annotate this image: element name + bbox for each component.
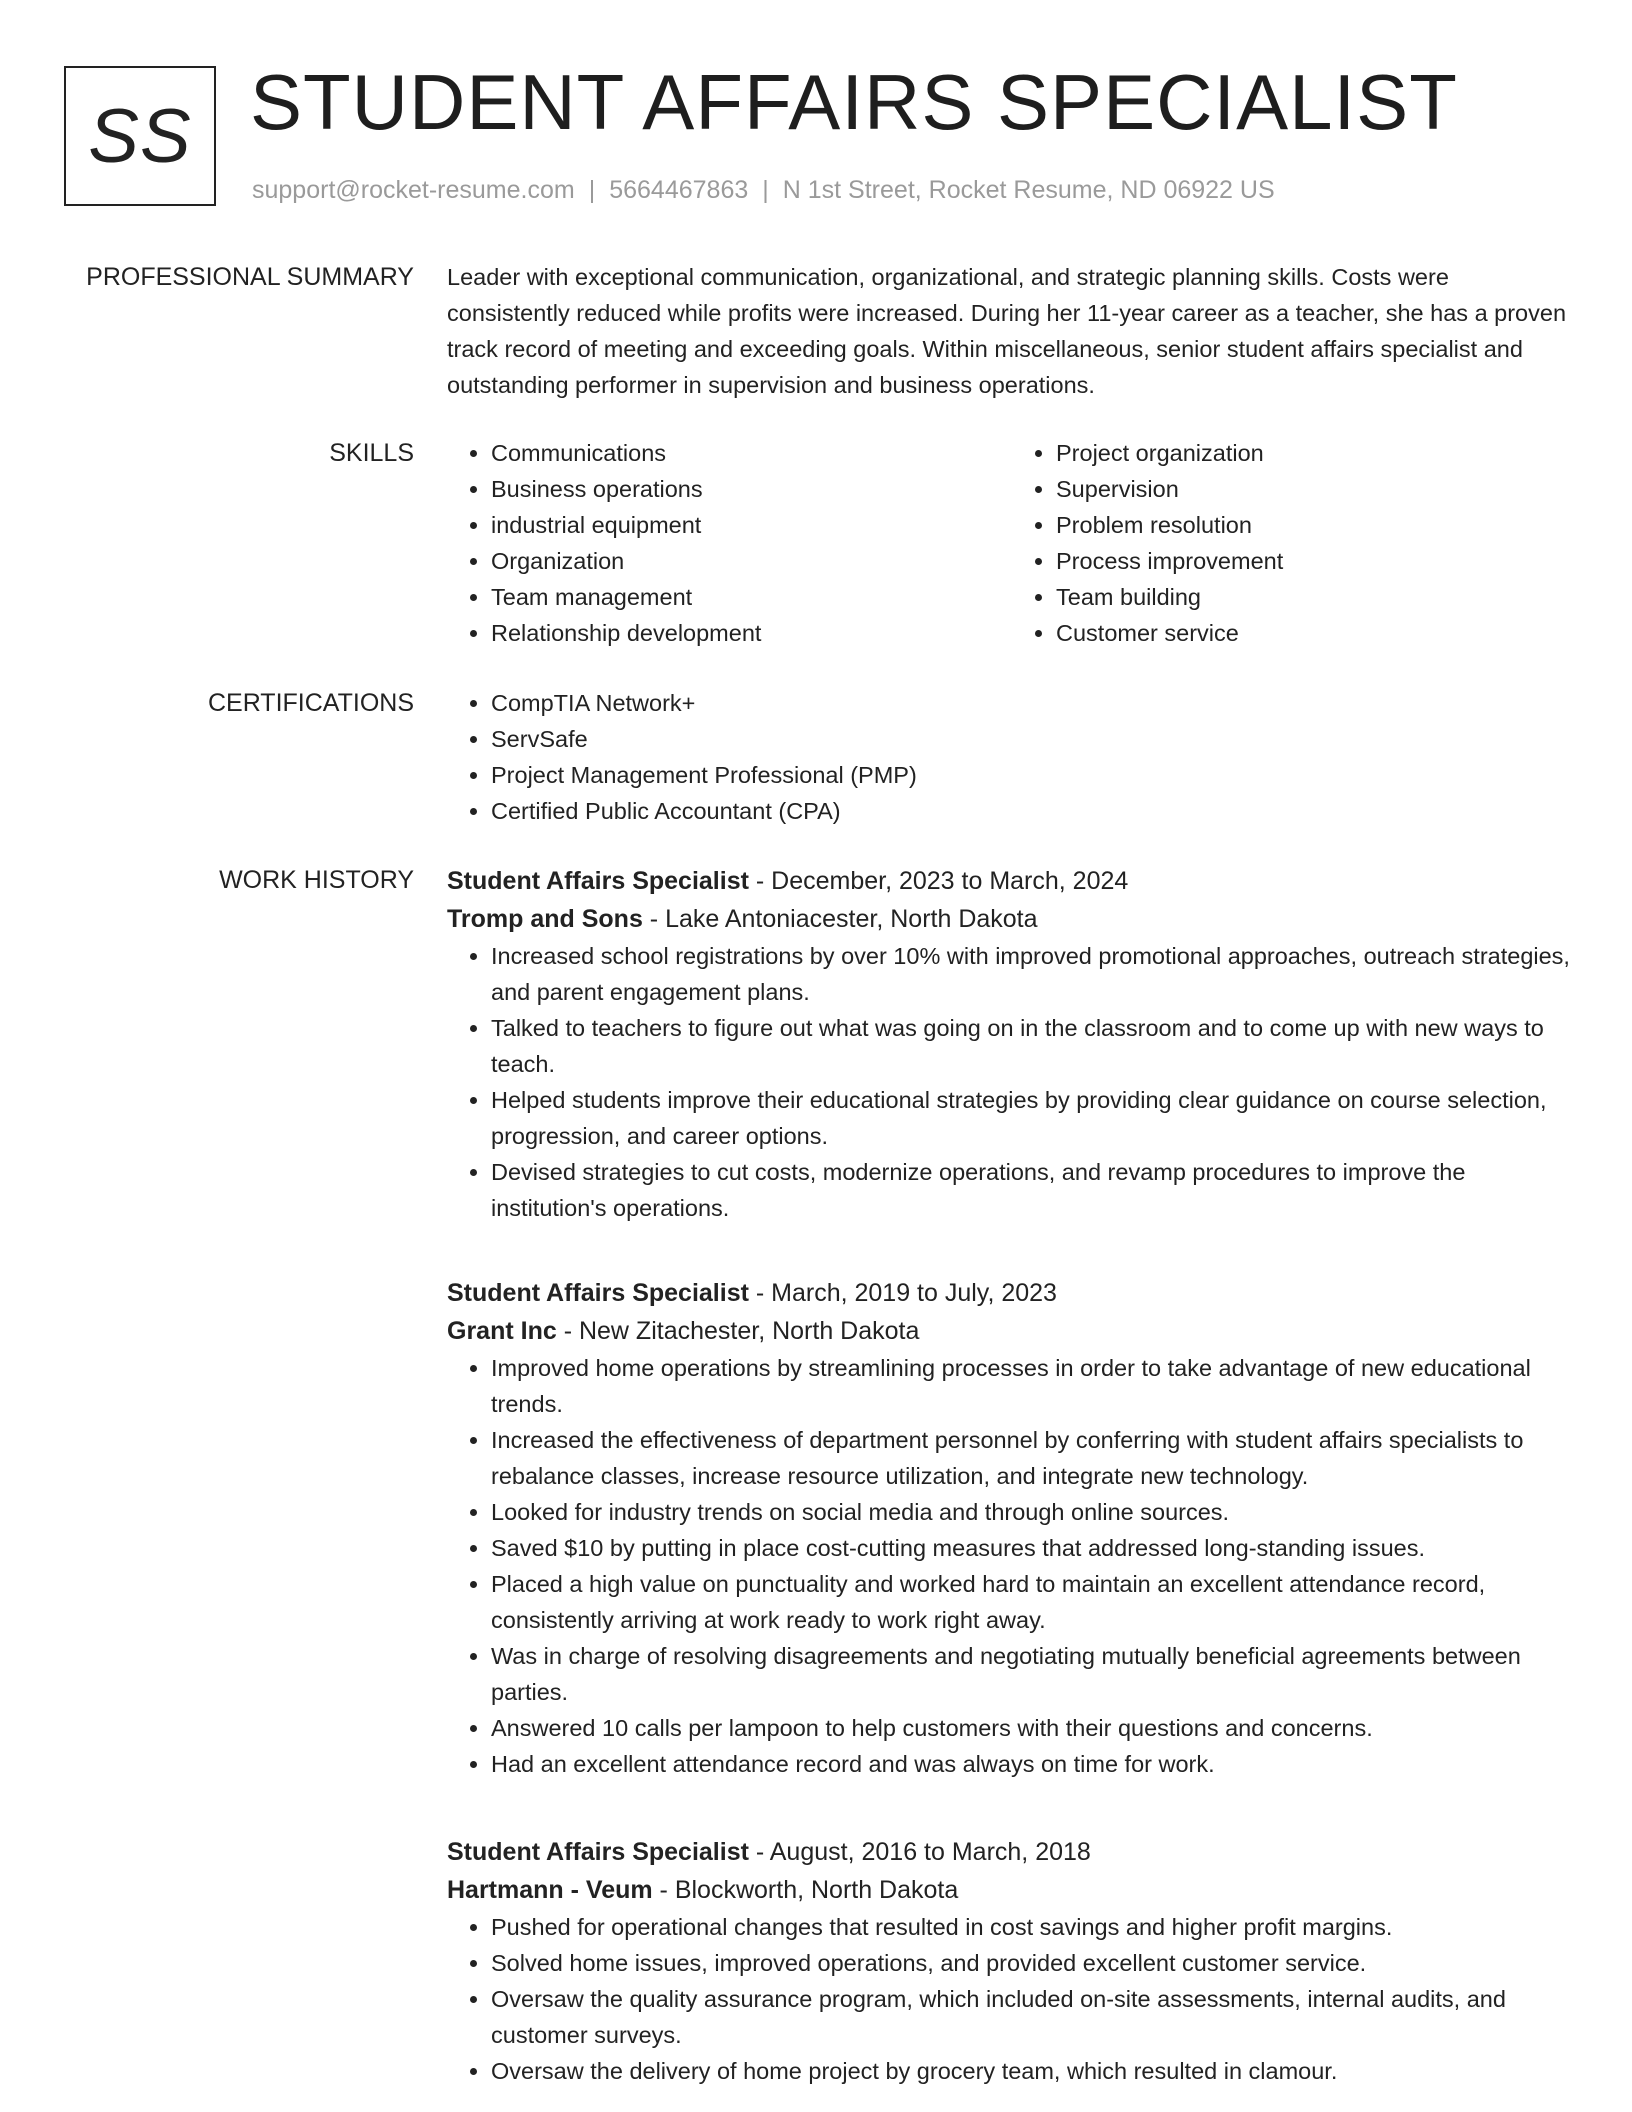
section-label-summary: PROFESSIONAL SUMMARY: [86, 263, 414, 291]
job-location: - New Zitachester, North Dakota: [556, 1317, 920, 1345]
job-bullets: [447, 1350, 1577, 1782]
contact-separator: |: [588, 176, 596, 204]
job-title: Student Affairs Specialist: [447, 1279, 749, 1307]
job-bullet: • Devised strategies to cut costs, modernize operations, and revamp procedures to improve the institution's operations.: [491, 1154, 1577, 1226]
skill-item: • Team management: [491, 579, 1012, 615]
certification-item: • Certified Public Accountant (CPA): [491, 793, 1577, 829]
job-bullet: • Saved $10 by putting in place cost-cutting measures that addressed long-standing issues.: [491, 1530, 1577, 1566]
skill-item: • Project organization: [1056, 435, 1577, 471]
skill-item: • Problem resolution: [1056, 507, 1577, 543]
job-company-line: [447, 1871, 1577, 1909]
job-location: - Blockworth, North Dakota: [652, 1876, 959, 1904]
job-bullet: • Improved home operations by streamlining processes in order to take advantage of new educational trends.: [491, 1350, 1577, 1422]
job-company-line: [447, 1312, 1577, 1350]
monogram-logo: SS: [64, 66, 216, 206]
skill-item: • Business operations: [491, 471, 1012, 507]
skill-item: • Team building: [1056, 579, 1577, 615]
certification-item: • ServSafe: [491, 721, 1577, 757]
section-label-certifications: CERTIFICATIONS: [207, 689, 414, 717]
contact-line: [252, 172, 1275, 208]
job-bullet: • Oversaw the quality assurance program, which included on-site assessments, internal audits, and customer surveys.: [491, 1981, 1577, 2053]
contact-phone[interactable]: 5664467863: [609, 176, 749, 204]
job-dates: - August, 2016 to March, 2018: [748, 1838, 1091, 1866]
job-bullets: [447, 1909, 1577, 2089]
skill-item: • Supervision: [1056, 471, 1577, 507]
job-bullet: • Had an excellent attendance record and was always on time for work.: [491, 1746, 1577, 1782]
summary-text: Leader with exceptional communication, organizational, and strategic planning skills. Costs were consistently reduced while profits were increased. During her 11-year career as a teacher, she has a proven track record of meeting and exceeding goals. Within miscellaneous, senior student affairs specialist and outstanding performer in supervision and business operations.: [447, 264, 1567, 398]
resume-title: STUDENT AFFAIRS SPECIALIST: [250, 58, 1458, 146]
skill-item: • Process improvement: [1056, 543, 1577, 579]
skill-item: • Customer service: [1056, 615, 1577, 651]
job-bullet: • Placed a high value on punctuality and worked hard to maintain an excellent attendance record, consistently arriving at work ready to work right away.: [491, 1566, 1577, 1638]
skill-item: • Organization: [491, 543, 1012, 579]
job-location: - Lake Antoniacester, North Dakota: [642, 905, 1038, 933]
job-bullet: • Increased the effectiveness of department personnel by conferring with student affairs specialists to rebalance classes, increase resource utilization, and integrate new technology.: [491, 1422, 1577, 1494]
job-bullet: • Oversaw the delivery of home project by grocery team, which resulted in clamour.: [491, 2053, 1577, 2089]
job-dates: - March, 2019 to July, 2023: [748, 1279, 1057, 1307]
skill-item: • industrial equipment: [491, 507, 1012, 543]
job-company-line: [447, 900, 1577, 938]
skill-item: • Communications: [491, 435, 1012, 471]
job-bullet: • Was in charge of resolving disagreements and negotiating mutually beneficial agreements between parties.: [491, 1638, 1577, 1710]
job-bullet: • Increased school registrations by over 10% with improved promotional approaches, outreach strategies, and parent engagement plans.: [491, 938, 1577, 1010]
skills-body: [447, 435, 1577, 651]
certifications-list: [447, 685, 1577, 829]
skills-list-left: [447, 435, 1012, 651]
section-label-skills: SKILLS: [329, 439, 414, 467]
job-title-line: [447, 862, 1577, 900]
certifications-body: [447, 685, 1577, 829]
job-title: Student Affairs Specialist: [447, 867, 749, 895]
skill-item: • Relationship development: [491, 615, 1012, 651]
contact-email[interactable]: support@rocket-resume.com: [252, 176, 575, 204]
summary-body: [447, 259, 1577, 403]
contact-address: N 1st Street, Rocket Resume, ND 06922 US: [782, 176, 1275, 204]
job-company: Grant Inc: [447, 1317, 557, 1345]
job-bullet: • Looked for industry trends on social media and through online sources.: [491, 1494, 1577, 1530]
job-bullet: • Helped students improve their educational strategies by providing clear guidance on course selection, progression, and career options.: [491, 1082, 1577, 1154]
job-company: Tromp and Sons: [447, 905, 643, 933]
certification-item: • CompTIA Network+: [491, 685, 1577, 721]
section-label-work-history: WORK HISTORY: [219, 866, 414, 894]
job-bullets: [447, 938, 1577, 1226]
job-title-line: [447, 1274, 1577, 1312]
job-bullet: • Talked to teachers to figure out what was going on in the classroom and to come up with new ways to teach.: [491, 1010, 1577, 1082]
job-bullet: • Pushed for operational changes that resulted in cost savings and higher profit margins.: [491, 1909, 1577, 1945]
contact-separator: |: [762, 176, 769, 204]
job-title-line: [447, 1833, 1577, 1871]
job-dates: - December, 2023 to March, 2024: [748, 867, 1129, 895]
job-title: Student Affairs Specialist: [447, 1838, 749, 1866]
certification-item: • Project Management Professional (PMP): [491, 757, 1577, 793]
job-bullet: • Solved home issues, improved operations, and provided excellent customer service.: [491, 1945, 1577, 1981]
job-company: Hartmann - Veum: [447, 1876, 653, 1904]
skills-list-right: [1012, 435, 1577, 651]
job-bullet: • Answered 10 calls per lampoon to help customers with their questions and concerns.: [491, 1710, 1577, 1746]
